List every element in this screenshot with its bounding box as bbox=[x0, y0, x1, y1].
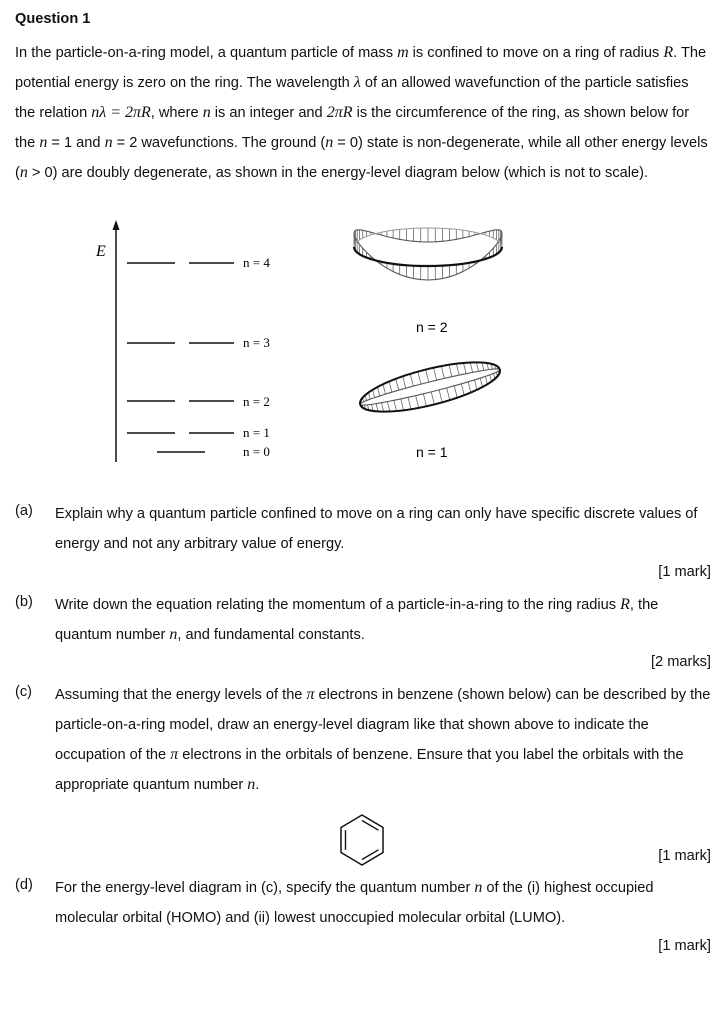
part-b-marks: [2 marks] bbox=[650, 654, 711, 670]
ring-wavefunction-n1 bbox=[356, 352, 504, 422]
level-label-n4: n = 4 bbox=[243, 255, 270, 270]
part-d-text: For the energy-level diagram in (c), specify the quantum number n of the (i) highest occupied molecular orbital (HOMO) and (ii) lowest unoccupied molecular orbital (LUMO). bbox=[55, 879, 654, 926]
level-label-n1: n = 1 bbox=[243, 425, 270, 440]
ring-caption-n2: n = 2 bbox=[416, 319, 448, 335]
level-label-n0: n = 0 bbox=[243, 444, 270, 459]
level-label-n2: n = 2 bbox=[243, 394, 270, 409]
part-b-text: Write down the equation relating the momentum of a particle-in-a-ring to the ring radius R, the quantum number n, and fundamental constants. bbox=[55, 596, 659, 643]
part-d-marks: [1 mark] bbox=[658, 938, 711, 954]
ring-wavefunction-n2 bbox=[354, 228, 502, 280]
energy-axis-label: E bbox=[96, 243, 106, 260]
part-c-label: (c) bbox=[15, 684, 33, 700]
part-c-marks: [1 mark] bbox=[658, 848, 711, 864]
energy-axis bbox=[113, 220, 120, 462]
question-intro: In the particle-on-a-ring model, a quantum particle of mass m is confined to move on a ring of radius R. The potential energy is zero on the ring. The wavelength λ of an allowed wavefunction of the particle satisfies the relation nλ = 2πR, where n is an integer and 2πR is the circumference of the ring, as shown below for the n = 1 and n = 2 wavefunctions. The ground (n = 0) state is non-degenerate, while all other energy levels (n > 0) are doubly degenerate, as shown in the energy-level diagram below (which is not to scale). bbox=[15, 44, 708, 181]
benzene-structure bbox=[332, 810, 392, 870]
part-a-marks: [1 mark] bbox=[658, 564, 711, 580]
part-b-label: (b) bbox=[15, 594, 33, 610]
part-a-text: Explain why a quantum particle confined to move on a ring can only have specific discrete values of energy and not any arbitrary value of energy. bbox=[55, 506, 698, 552]
ring-caption-n1: n = 1 bbox=[416, 444, 448, 460]
part-c-text: Assuming that the energy levels of the π electrons in benzene (shown below) can be described by the particle-on-a-ring model, draw an energy-level diagram like that shown above to indicate the occupation of the π electrons in the orbitals of benzene. Ensure that you label the orbitals with the appropriate quantum number n. bbox=[55, 686, 711, 793]
part-a-label: (a) bbox=[15, 503, 33, 519]
level-label-n3: n = 3 bbox=[243, 335, 270, 350]
part-d-label: (d) bbox=[15, 877, 33, 893]
question-title: Question 1 bbox=[15, 11, 91, 27]
energy-level-figure bbox=[0, 200, 722, 480]
